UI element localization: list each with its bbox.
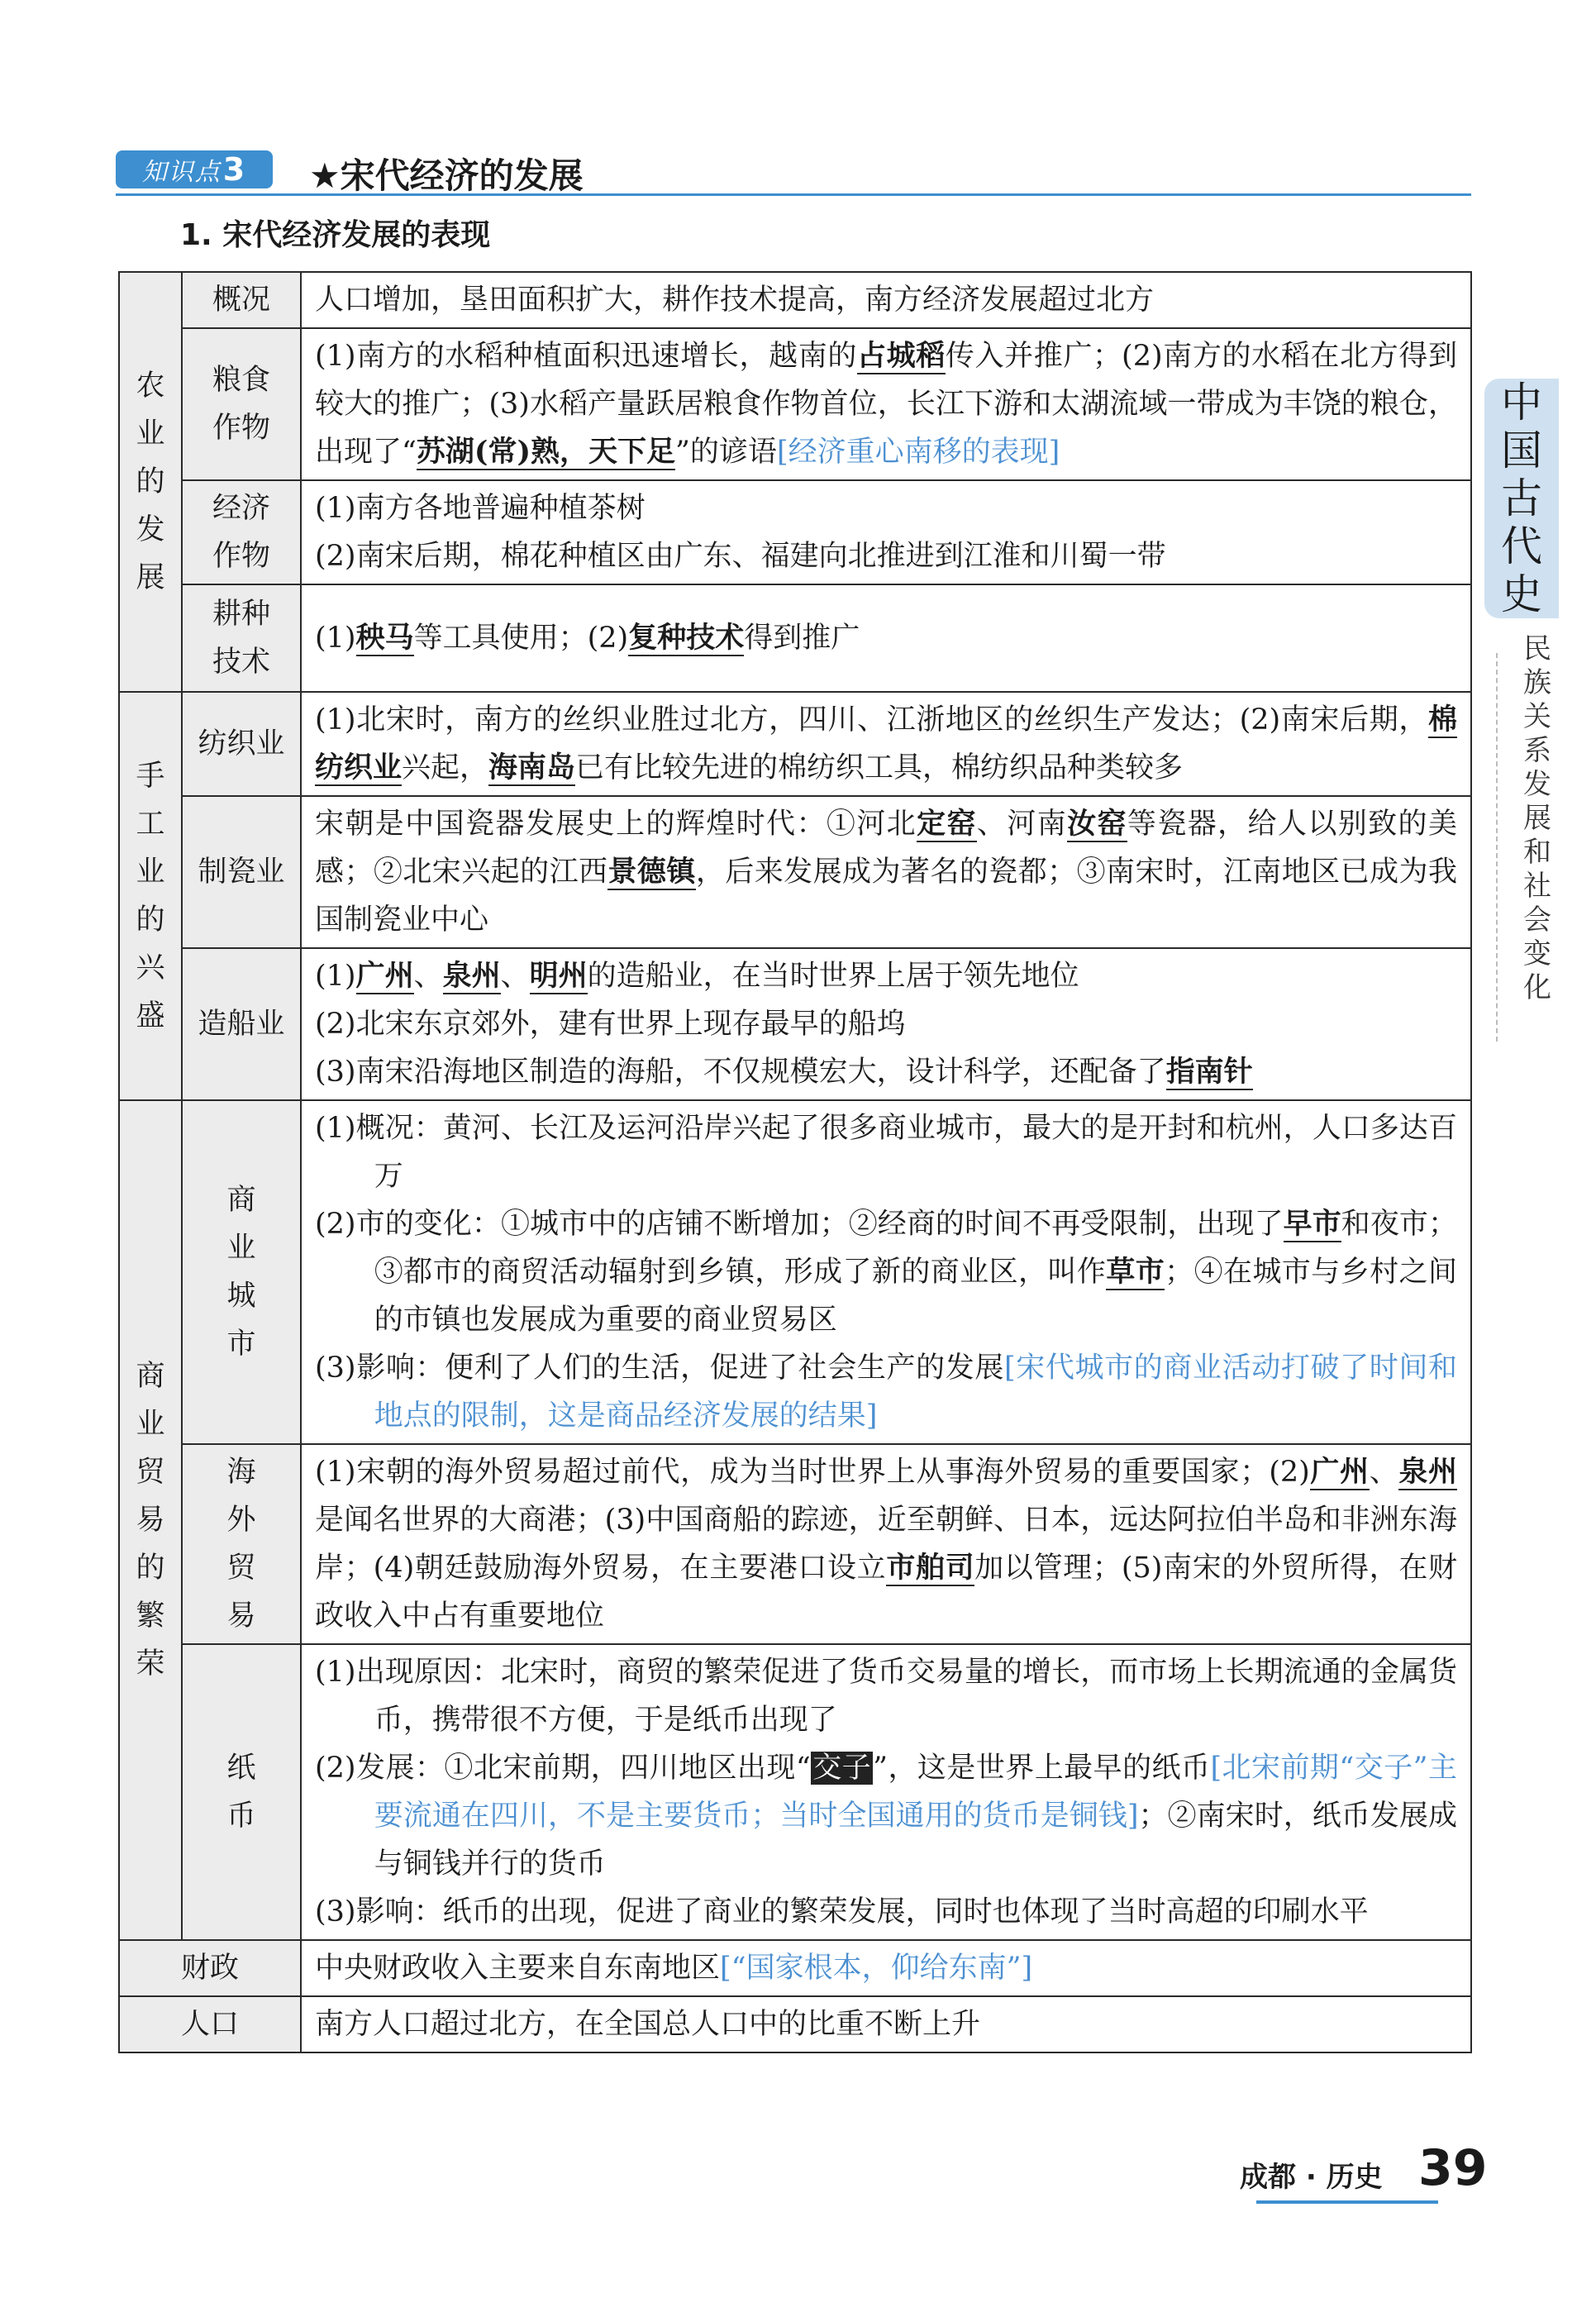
shipbuilding-text: (1)广州、泉州、明州的造船业，在当时世界上居于领先地位 (2)北宋东京郊外，建有世界上现存最早的船坞 (3)南宋沿海地区制造的海船，不仅规模宏大，设计科学，还配备了指南针 — [301, 948, 1471, 1100]
badge-text: 知识点 — [141, 158, 222, 187]
keyword: 景德镇 — [607, 855, 696, 889]
finance-text: 中央财政收入主要来自东南地区[“国家根本，仰给东南”] — [301, 1940, 1471, 1996]
side-divider — [1496, 653, 1499, 1042]
keyword: 明州 — [529, 959, 588, 993]
keyword: 泉州 — [1398, 1455, 1457, 1489]
keyword: 占城稻 — [856, 339, 946, 373]
table-row — [119, 1444, 1471, 1644]
table-row — [119, 1940, 1471, 1996]
highlighted-keyword: 交子 — [812, 1752, 872, 1785]
knowledge-point-header — [116, 147, 1471, 196]
keyword: 海南岛 — [488, 751, 576, 784]
table-row — [119, 584, 1471, 692]
row-label-porcelain: 制瓷业 — [182, 796, 301, 948]
row-label-finance: 财政 — [119, 1940, 301, 1996]
keyword: 汝窑 — [1067, 807, 1127, 841]
annotation-note: [宋代城市的商业活动打破了时间和地点的限制，这是商品经济发展的结果] — [374, 1352, 1457, 1433]
row-label-overview: 概况 — [182, 272, 301, 328]
category-agriculture: 农业的发展 — [119, 272, 182, 692]
annotation-note: [北宋前期“交子”主要流通在四川，不是主要货币；当时全国通用的货币是铜钱] — [374, 1752, 1457, 1833]
keyword: 复种技术 — [628, 621, 745, 655]
badge-number: 3 — [222, 151, 247, 188]
keyword: 广州 — [1309, 1455, 1370, 1489]
economy-table — [118, 271, 1472, 2053]
population-text: 南方人口超过北方，在全国总人口中的比重不断上升 — [301, 1996, 1471, 2052]
keyword: 早市 — [1283, 1207, 1341, 1241]
overseas-trade-text: (1)宋朝的海外贸易超过前代，成为当时世界上从事海外贸易的重要国家；(2)广州、泉州是闻名世界的大商港；(3)中国商船的踪迹，近至朝鲜、日本，远达阿拉伯半岛和非洲东海岸；(4)朝廷鼓励海外贸易，在主要港口设立市舶司加以管理；(5)南宋的外贸所得，在财政收入中占有重要地位 — [301, 1444, 1471, 1644]
keyword: 广州 — [355, 959, 414, 993]
keyword: 市舶司 — [886, 1551, 975, 1585]
table-row — [119, 480, 1471, 584]
keyword: 苏湖(常)熟，天下足 — [416, 435, 676, 469]
category-handicraft: 手工业的兴盛 — [119, 692, 182, 1100]
keyword: 定窑 — [917, 807, 977, 841]
row-label-farming-tech: 耕种技术 — [182, 584, 301, 692]
table-row — [119, 692, 1471, 796]
keyword: 棉纺织业 — [315, 703, 1457, 784]
keyword: 秧马 — [355, 621, 414, 655]
knowledge-point-badge — [116, 150, 273, 188]
overview-text: 人口增加，垦田面积扩大，耕作技术提高，南方经济发展超过北方 — [301, 272, 1471, 328]
knowledge-point-title: ★宋代经济的发展 — [309, 155, 584, 196]
paper-money-text: (1)出现原因：北宋时，商贸的繁荣促进了货币交易量的增长，而市场上长期流通的金属货币，携带很不方便，于是纸币出现了 (2)发展：①北宋前期，四川地区出现“交子”，这是世界上最早的纸币[北宋前期“交子”主要流通在四川，不是主要货币；当时全国通用的货币是铜钱]；②南宋时，纸币发展成与铜钱并行的货币 (3)影响：纸币的出现，促进了商业的繁荣发展，同时也体现了当时高超的印刷水平 — [301, 1644, 1471, 1940]
annotation-note: [“国家根本，仰给东南”] — [720, 1952, 1033, 1985]
farming-tech-text: (1)秧马等工具使用；(2)复种技术得到推广 — [301, 584, 1471, 692]
grain-text: (1)南方的水稻种植面积迅速增长，越南的占城稻传入并推广；(2)南方的水稻在北方得到较大的推广；(3)水稻产量跃居粮食作物首位，长江下游和太湖流域一带成为丰饶的粮仓，出现了“苏湖(常)熟，天下足”的谚语[经济重心南移的表现] — [301, 328, 1471, 480]
cash-crops-text: (1)南方各地普遍种植茶树 (2)南宋后期，棉花种植区由广东、福建向北推进到江淮和川蜀一带 — [301, 480, 1471, 584]
page-footer — [1240, 2139, 1488, 2197]
row-label-textile: 纺织业 — [182, 692, 301, 796]
table-row — [119, 328, 1471, 480]
table-row — [119, 1996, 1471, 2052]
table-row — [119, 796, 1471, 948]
keyword: 草市 — [1106, 1255, 1165, 1289]
footer-label: 成都 · 历史 — [1240, 2161, 1383, 2194]
table-row — [119, 948, 1471, 1100]
textile-text: (1)北宋时，南方的丝织业胜过北方，四川、江浙地区的丝织生产发达；(2)南宋后期，棉纺织业兴起，海南岛已有比较先进的棉纺织工具，棉纺织品种类较多 — [301, 692, 1471, 796]
row-label-overseas-trade: 海外贸易 — [182, 1444, 301, 1644]
category-commerce: 商业贸易的繁荣 — [119, 1100, 182, 1940]
chapter-title: 中国古代史 — [1501, 379, 1542, 618]
section-title: 1. 宋代经济发展的表现 — [180, 218, 491, 252]
chapter-subtitle: 民族关系发展和社会变化 — [1523, 632, 1551, 1004]
row-label-population: 人口 — [119, 1996, 301, 2052]
porcelain-text: 宋朝是中国瓷器发展史上的辉煌时代：①河北定窑、河南汝窑等瓷器，给人以别致的美感；②北宋兴起的江西景德镇，后来发展成为著名的瓷都；③南宋时，江南地区已成为我国制瓷业中心 — [301, 796, 1471, 948]
row-label-cities: 商业城市 — [182, 1100, 301, 1444]
row-label-paper-money: 纸币 — [182, 1644, 301, 1940]
row-label-shipbuilding: 造船业 — [182, 948, 301, 1100]
footer-underline — [1256, 2200, 1438, 2204]
chapter-side-tab — [1484, 379, 1559, 618]
table-row — [119, 1100, 1471, 1444]
cities-text: (1)概况：黄河、长江及运河沿岸兴起了很多商业城市，最大的是开封和杭州，人口多达百万 (2)市的变化：①城市中的店铺不断增加；②经商的时间不再受限制，出现了早市和夜市；③都市的商贸活动辐射到乡镇，形成了新的商业区，叫作草市；④在城市与乡村之间的市镇也发展成为重要的商业贸易区 (3)影响：便利了人们的生活，促进了社会生产的发展[宋代城市的商业活动打破了时间和地点的限制，这是商品经济发展的结果] — [301, 1100, 1471, 1444]
keyword: 指南针 — [1165, 1055, 1253, 1089]
table-row — [119, 1644, 1471, 1940]
page-number: 39 — [1418, 2139, 1488, 2197]
row-label-cash-crops: 经济作物 — [182, 480, 301, 584]
annotation-note: [经济重心南移的表现] — [776, 436, 1060, 469]
keyword: 泉州 — [442, 959, 501, 993]
table-row — [119, 272, 1471, 328]
row-label-grain: 粮食作物 — [182, 328, 301, 480]
